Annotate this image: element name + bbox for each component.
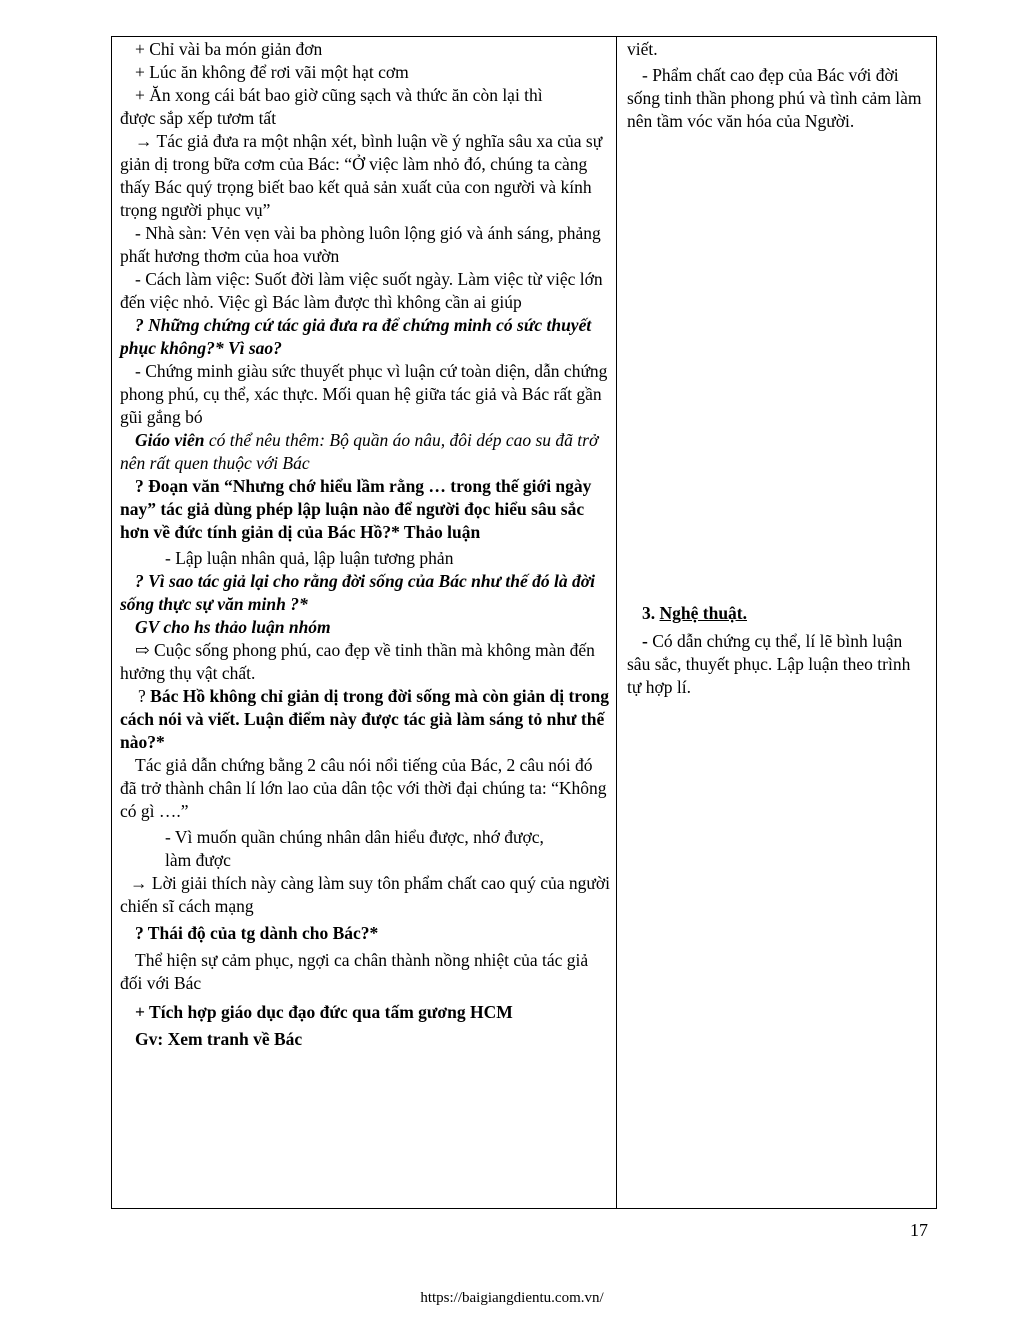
paragraph: - Phẩm chất cao đẹp của Bác với đời sống tinh thần phong phú và tình cảm làm nên tầm vóc văn hóa của Người. <box>627 65 922 131</box>
answer: - Vì muốn quần chúng nhân dân hiểu được, nhớ được, <box>165 827 544 847</box>
footer-url: https://baigiangdientu.com.vn/ <box>420 1290 604 1306</box>
question <box>120 685 612 754</box>
teacher-label: Giáo viên <box>135 430 205 450</box>
text-line: được sắp xếp tươm tất <box>120 108 277 128</box>
paragraph <box>627 630 927 699</box>
question-mark: ? <box>138 686 151 706</box>
column-divider <box>616 36 617 1209</box>
answer: ⇨ Cuộc sống phong phú, cao đẹp về tinh thần mà không màn đến hưởng thụ vật chất. <box>120 640 595 683</box>
teacher-note-text: có thể nêu thêm: Bộ quần áo nâu, đôi dép cao su đã trở nên rất quen thuộc với Bác <box>120 430 599 473</box>
question: ? Đoạn văn “Nhưng chớ hiểu lầm rằng … trong thế giới ngày nay” tác giả dùng phép lập luận nào để người đọc hiểu sâu sắc hơn về đức tính giản dị của Bác Hồ?* Thảo luận <box>120 476 592 542</box>
paragraph-text: Có dẫn chứng cụ thể, lí lẽ bình luận sâu sắc, thuyết phục. Lập luận theo trình tự hợp lí. <box>627 631 911 697</box>
paragraph: - Chứng minh giàu sức thuyết phục vì luận cứ toàn diện, dẫn chứng phong phú, cụ thể, xác thực. Mối quan hệ giữa tác giả và Bác rất gần gũi gắng bó <box>120 361 608 427</box>
page-number: 17 <box>910 1220 928 1240</box>
dash: - <box>642 631 653 651</box>
paragraph: - Cách làm việc: Suốt đời làm việc suốt ngày. Làm việc từ việc lớn đến việc nhỏ. Việc gì Bác làm được thì không cần ai giúp <box>120 269 603 312</box>
bold-note: + Tích hợp giáo dục đạo đức qua tấm gương HCM <box>135 1002 513 1022</box>
section-heading <box>642 602 927 625</box>
answer: - Lập luận nhân quả, lập luận tương phản <box>165 548 454 568</box>
text-line: viết. <box>627 39 658 59</box>
text-line: + Ăn xong cái bát bao giờ cũng sạch và thức ăn còn lại thì <box>135 85 543 105</box>
section-title: Nghệ thuật. <box>659 603 748 623</box>
question: ? Những chứng cứ tác giả đưa ra để chứng minh có sức thuyết phục không?* Vì sao? <box>120 315 592 358</box>
answer: Thể hiện sự cảm phục, ngợi ca chân thành nồng nhiệt của tác giả đối với Bác <box>120 950 589 993</box>
text-line: + Chỉ vài ba món giản đơn <box>135 39 323 59</box>
paragraph: → Tác giả đưa ra một nhận xét, bình luận về ý nghĩa sâu xa của sự giản dị trong bữa cơm của Bác: “Ở việc làm nhỏ đó, chúng ta càng thấy Bác quý trọng biết bao kết quả sản xuất của con người và kính trọng người phục vụ” <box>120 131 603 220</box>
bold-note: Gv: Xem tranh về Bác <box>135 1029 303 1049</box>
question-text: Bác Hồ không chỉ giản dị trong đời sống mà còn giản dị trong cách nói và viết. Luận điểm này được tác già làm sáng tỏ như thế nào?* <box>120 686 609 752</box>
answer: làm được <box>165 850 231 870</box>
question: ? Thái độ của tg dành cho Bác?* <box>135 923 379 943</box>
section-number: 3. <box>642 603 660 623</box>
teacher-note <box>120 429 612 475</box>
paragraph: - Nhà sàn: Vẻn vẹn vài ba phòng luôn lộng gió và ánh sáng, phảng phất hương thơm của hoa vườn <box>120 223 601 266</box>
paragraph: → Lời giải thích này càng làm suy tôn phẩm chất cao quý của người chiến sĩ cách mạng <box>120 873 610 916</box>
text-line: + Lúc ăn không để rơi vãi một hạt cơm <box>135 62 409 82</box>
teacher-note: GV cho hs thảo luận nhóm <box>135 617 331 637</box>
question: ? Vì sao tác giả lại cho rằng đời sống của Bác như thế đó là đời sống thực sự văn minh ?* <box>120 571 596 614</box>
right-column <box>627 38 927 697</box>
left-column <box>120 38 612 1051</box>
answer: Tác giả dẫn chứng bằng 2 câu nói nổi tiếng của Bác, 2 câu nói đó đã trở thành chân lí lớn lao của dân tộc với thời đại chúng ta: “Không có gì ….” <box>120 755 607 821</box>
